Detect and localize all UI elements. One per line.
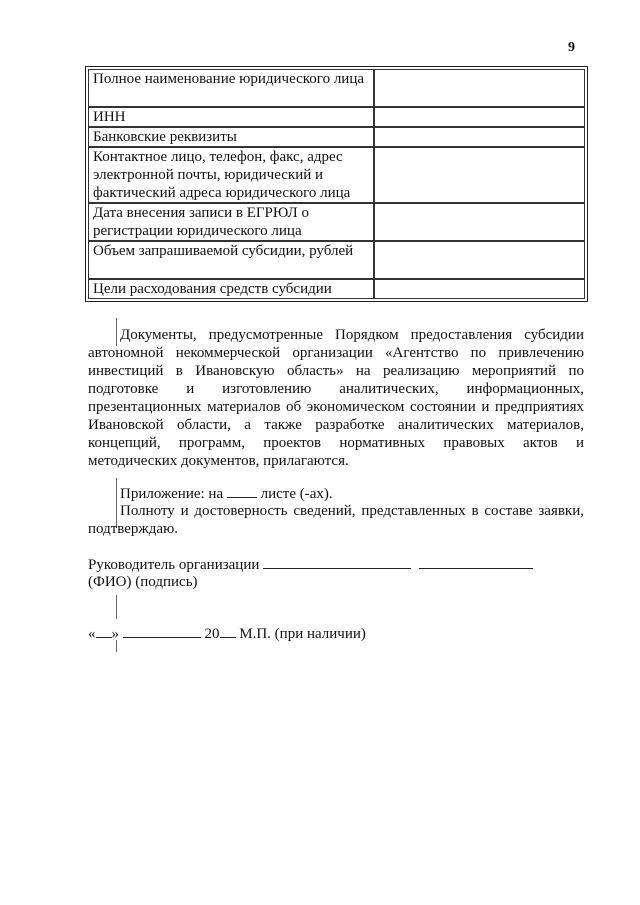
table-row — [88, 69, 585, 107]
table-label-cell: Полное наименование юридического лица — [88, 69, 374, 107]
table-row — [88, 241, 585, 279]
date-line — [88, 624, 584, 643]
day-blank — [96, 624, 112, 638]
table-label-cell: ИНН — [88, 107, 374, 127]
table-value-cell — [374, 127, 585, 147]
table-row — [88, 279, 585, 299]
scan-margin-mark — [116, 595, 117, 619]
table-label-cell: Цели расходования средств субсидии — [88, 279, 374, 299]
table-row — [88, 127, 585, 147]
seal-note: М.П. (при наличии) — [239, 626, 366, 642]
table-value-cell — [374, 203, 585, 241]
documents-paragraph: Документы, предусмотренные Порядком предоставления субсидии автономной некоммерческой организации «Агентство по привлечению инвестиций в Ивановскую область» на реализацию мероприятий по подготовке и изготовлению аналитических, информационных, презентационных материалов об экономическом состоянии и предприятиях Ивановской области, а также разработке аналитических материалов, концепций, программ, проектов нормативных правовых актов и методических документов, прилагаются. — [88, 327, 584, 469]
confirmation-paragraph: Полноту и достоверность сведений, представленных в составе заявки, подтверждаю. — [88, 503, 584, 537]
table-value-cell — [374, 241, 585, 279]
applicant-info-table — [85, 66, 588, 302]
year-prefix: 20 — [204, 626, 220, 642]
attachment-line — [88, 484, 584, 503]
signature-label: Руководитель организации — [88, 557, 260, 573]
signature-blank — [419, 555, 533, 569]
table-label-cell: Объем запрашиваемой субсидии, рублей — [88, 241, 374, 279]
table-value-cell — [374, 279, 585, 299]
attachment-suffix: листе (-ах). — [260, 486, 333, 502]
signature-caption: (ФИО) (подпись) — [88, 574, 198, 590]
table-label-cell: Дата внесения записи в ЕГРЮЛ о регистрации юридического лица — [88, 203, 374, 241]
month-blank — [123, 624, 201, 638]
quote-close: » — [111, 626, 119, 642]
table-value-cell — [374, 147, 585, 203]
table-value-cell — [374, 69, 585, 107]
year-blank — [220, 624, 236, 638]
sheet-count-blank — [227, 484, 257, 498]
table-value-cell — [374, 107, 585, 127]
table-row — [88, 203, 585, 241]
signature-line — [88, 555, 584, 574]
table-row — [88, 147, 585, 203]
attachment-prefix: Приложение: на — [120, 486, 224, 502]
table-label-cell: Банковские реквизиты — [88, 127, 374, 147]
table-label-cell: Контактное лицо, телефон, факс, адрес электронной почты, юридический и фактический адреса юридического лица — [88, 147, 374, 203]
quote-open: « — [88, 626, 96, 642]
table-row — [88, 107, 585, 127]
page-number: 9 — [568, 40, 575, 55]
fio-blank — [263, 555, 411, 569]
